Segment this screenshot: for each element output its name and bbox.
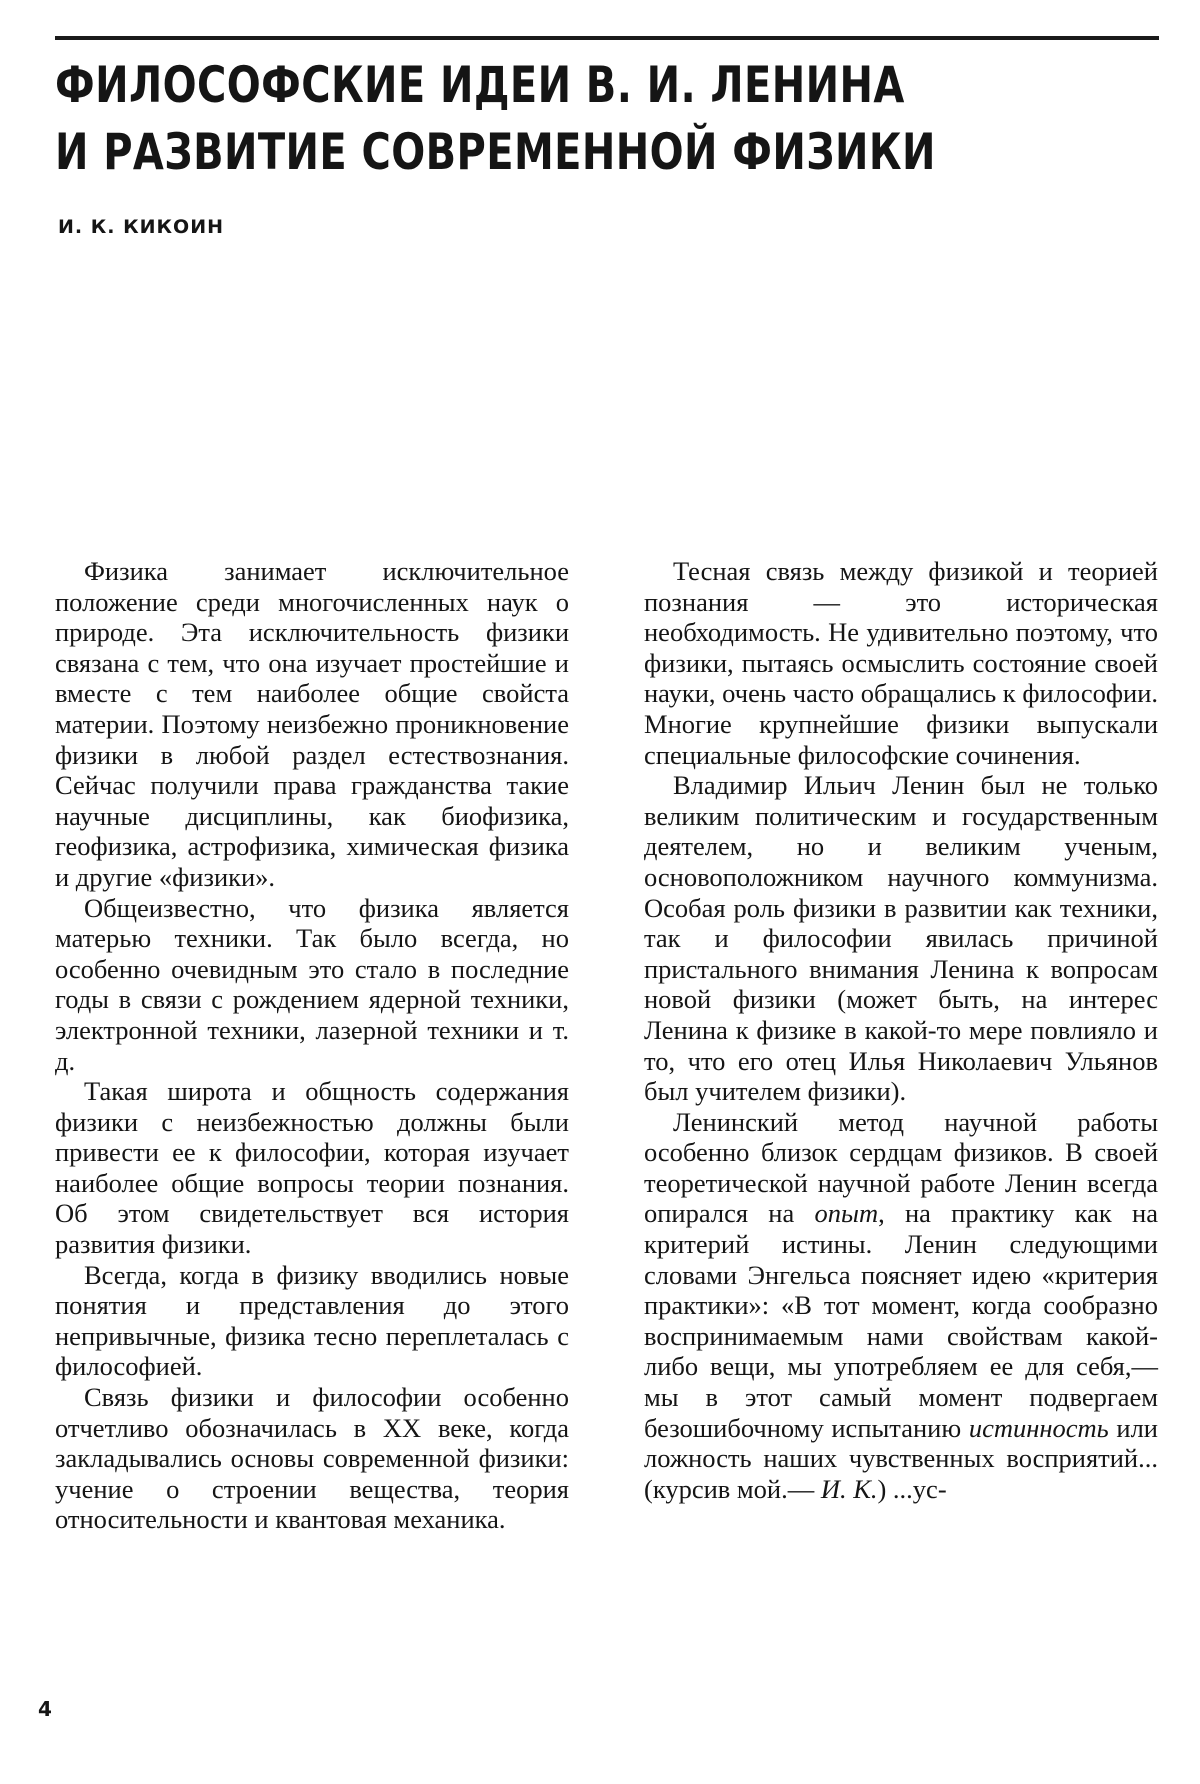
italic-word: истинность bbox=[968, 1412, 1109, 1443]
text-run: , на практику как на критерий истины. Ленин следующими словами Энгельса поясняет идею «критерия практики»: «В тот момент, когда сообразно воспринимаемым нами свойствам какой-либо вещи, мы употребляем ее для себя,— мы в этот самый момент подвергаем безошибочному испытанию bbox=[644, 1198, 1158, 1443]
paragraph: Тесная связь между физикой и теорией познания — это историческая необходимость. Не удивительно поэтому, что физики, пытаясь осмыслить состояние своей науки, очень часто обращались к философии. Многие крупнейшие физики выпускали специальные философские сочинения. bbox=[644, 556, 1158, 770]
paragraph: Владимир Ильич Ленин был не только великим политическим и государственным деятелем, но и великим ученым, основоположником научного коммунизма. Особая роль физики в развитии как техники, так и философии явилась причиной пристального внимания Ленина к вопросам новой физики (может быть, на интерес Ленина к физике в какой-то мере повлияло и то, что его отец Илья Николаевич Ульянов был учителем физики). bbox=[644, 770, 1158, 1107]
text-run: ) ...ус- bbox=[877, 1473, 947, 1504]
author-name: И. К. КИКОИН bbox=[58, 216, 225, 238]
paragraph: Такая широта и общность содержания физики с неизбежностью должны были привести ее к философии, которая изучает наиболее общие вопросы теории познания. Об этом свидетельствует вся история развития физики. bbox=[55, 1076, 569, 1260]
article-title bbox=[55, 52, 936, 186]
italic-initials: И. К. bbox=[820, 1473, 878, 1504]
paragraph: Всегда, когда в физику вводились новые понятия и представления до этого непривычные, физика тесно переплеталась с философией. bbox=[55, 1259, 569, 1382]
page-number: 4 bbox=[38, 1697, 52, 1721]
text-run: или ложность наших чувственных восприятий... (курсив мой.— bbox=[644, 1412, 1158, 1504]
paragraph: Физика занимает исключительное положение среди многочисленных наук о природе. Эта исключительность физики связана с тем, что она изучает простейшие и вместе с тем наиболее общие свойста материи. Поэтому неизбежно проникновение физики в любой раздел естествознания. Сейчас получили права гражданства такие научные дисциплины, как биофизика, геофизика, астрофизика, химическая физика и другие «физики». bbox=[55, 556, 569, 892]
title-line-1: ФИЛОСОФСКИЕ ИДЕИ В. И. ЛЕНИНА bbox=[55, 56, 905, 114]
title-line-2: И РАЗВИТИЕ СОВРЕМЕННОЙ ФИЗИКИ bbox=[55, 123, 936, 181]
paragraph: Связь физики и философии особенно отчетливо обозначилась в XX веке, когда закладывались основы современной физики: учение о строении вещества, теория относительности и квантовая механика. bbox=[55, 1382, 569, 1535]
paragraph bbox=[644, 1107, 1158, 1505]
right-column bbox=[644, 556, 1158, 1504]
italic-word: опыт bbox=[814, 1198, 879, 1229]
text-run: Ленинский метод научной работы особенно близок сердцам физиков. В своей теоретической научной работе Ленин всегда опирался на bbox=[644, 1106, 1158, 1229]
left-column bbox=[55, 556, 569, 1535]
top-rule bbox=[55, 36, 1159, 40]
paragraph: Общеизвестно, что физика является матерью техники. Так было всегда, но особенно очевидным это стало в последние годы в связи с рождением ядерной техники, электронной техники, лазерной техники и т. д. bbox=[55, 892, 569, 1076]
